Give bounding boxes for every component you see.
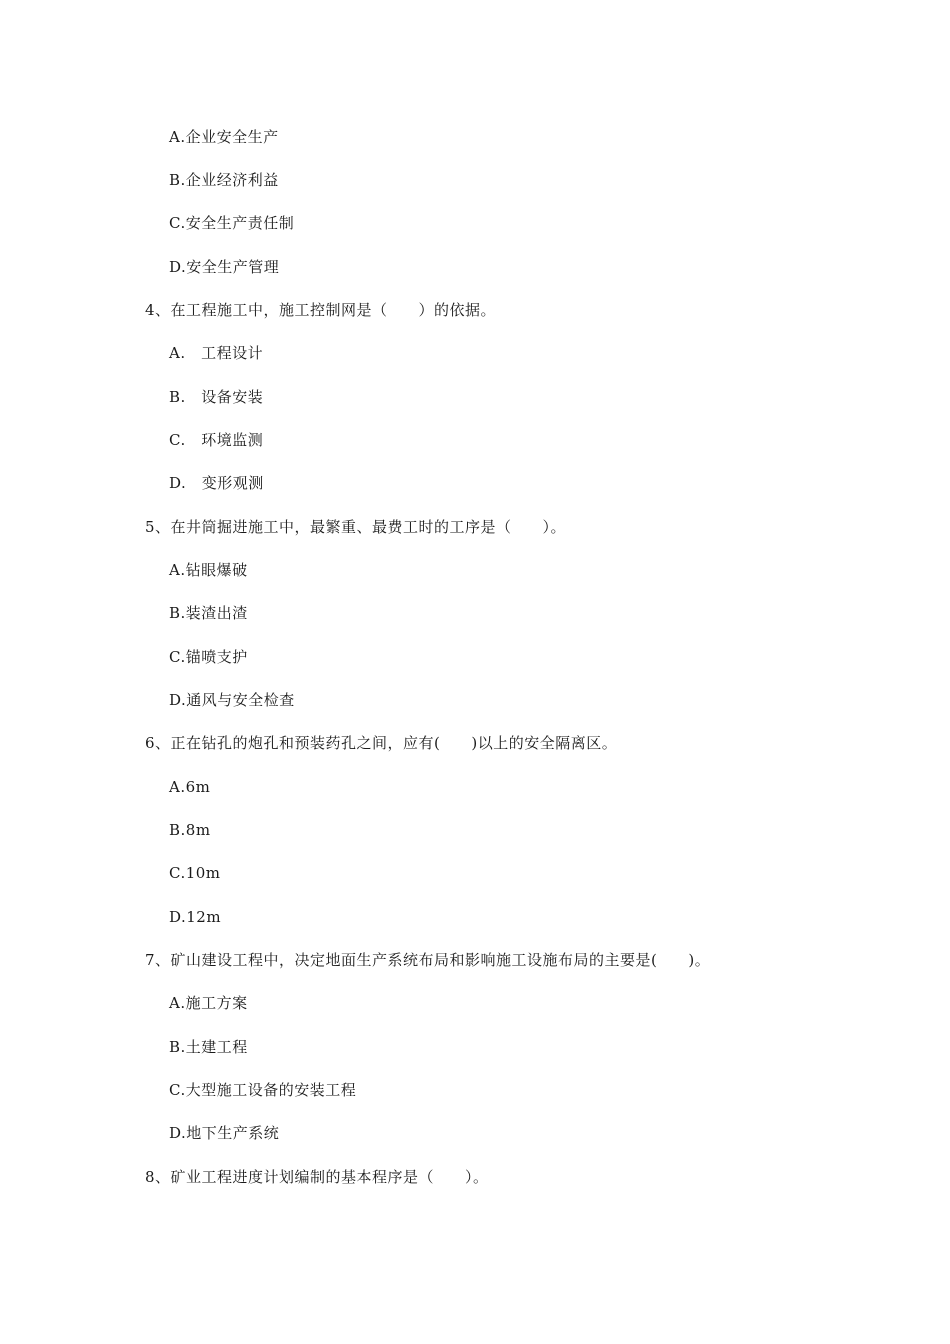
q5-option-a: A.钻眼爆破 (169, 561, 248, 579)
q8-stem: 8、矿业工程进度计划编制的基本程序是（ ）。 (145, 1168, 489, 1186)
q3-option-d: D.安全生产管理 (169, 258, 280, 276)
q7-option-b: B.土建工程 (169, 1038, 248, 1056)
q3-option-b: B.企业经济利益 (169, 171, 279, 189)
q6-option-b: B.8m (169, 821, 211, 839)
q4-option-c: C. 环境监测 (169, 431, 264, 449)
q5-option-c: C.锚喷支护 (169, 648, 248, 666)
q4-stem: 4、在工程施工中，施工控制网是（ ）的依据。 (145, 301, 497, 319)
q4-option-d: D. 变形观测 (169, 474, 264, 492)
q5-stem: 5、在井筒掘进施工中，最繁重、最费工时的工序是（ ）。 (145, 518, 567, 536)
q5-option-b: B.装渣出渣 (169, 604, 248, 622)
q3-option-c: C.安全生产责任制 (169, 214, 295, 232)
q7-option-c: C.大型施工设备的安装工程 (169, 1081, 357, 1099)
q7-option-d: D.地下生产系统 (169, 1124, 280, 1142)
q5-option-d: D.通风与安全检查 (169, 691, 295, 709)
q4-option-b: B. 设备安装 (169, 388, 264, 406)
q6-option-d: D.12m (169, 908, 222, 926)
q7-stem: 7、矿山建设工程中，决定地面生产系统布局和影响施工设施布局的主要是( )。 (145, 951, 711, 969)
q3-option-a: A.企业安全生产 (169, 128, 279, 146)
q4-option-a: A. 工程设计 (169, 344, 264, 362)
q6-stem: 6、正在钻孔的炮孔和预装药孔之间，应有( )以上的安全隔离区。 (145, 734, 618, 752)
q6-option-c: C.10m (169, 864, 221, 882)
q7-option-a: A.施工方案 (169, 994, 248, 1012)
q6-option-a: A.6m (169, 778, 211, 796)
